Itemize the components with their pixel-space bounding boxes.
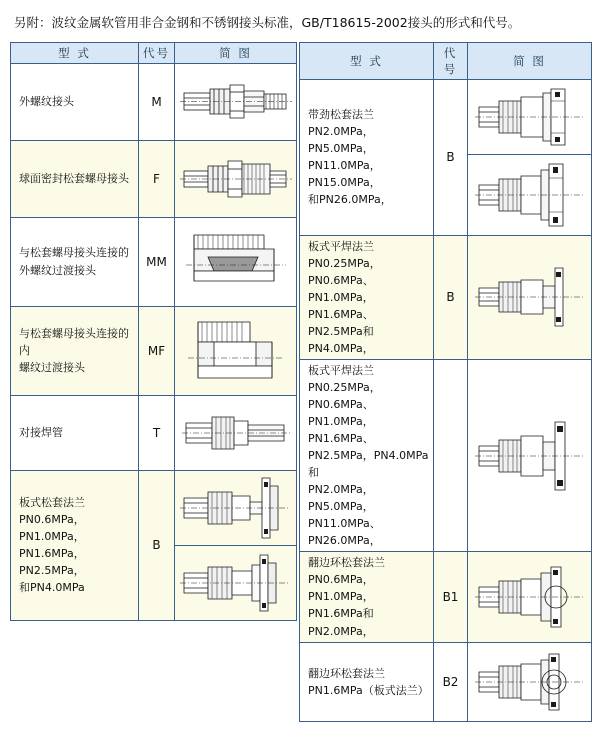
row-figure-cell [175,545,297,620]
row-type-line: 板式松套法兰 [19,495,85,509]
male-thread-fitting-icon [178,65,294,139]
butt-weld-pipe-icon [178,397,294,469]
row-type-cell [11,470,139,620]
row-type-cell [300,79,434,235]
row-figure-cell [468,642,592,721]
row-type-cell [300,235,434,359]
row-type-line: 带劲松套法兰 [308,107,374,121]
row-type-line: 翻边环松套法兰 [308,556,385,570]
row-figure-cell [175,306,297,395]
header-type: 型 式 [300,42,434,79]
table-row [300,79,592,154]
row-type-line: PN11.0MPa，PN15.0MPa， [308,159,381,190]
row-code-cell: F [139,140,175,217]
tables-container [10,42,590,722]
row-figure-cell [175,395,297,470]
row-figure-cell [175,140,297,217]
table-row [300,552,592,642]
row-figure-cell [175,63,297,140]
row-type-cell [300,642,434,721]
table-row [300,235,592,359]
ribbed-loose-flange-icon-2 [471,156,589,234]
row-type-cell [11,217,139,306]
table-row [11,306,297,395]
row-type-line: 外螺纹接头 [19,94,74,108]
row-type-cell [11,63,139,140]
header-figure: 简 图 [468,42,592,79]
header-type: 型 式 [11,42,139,63]
row-code-cell: B [139,470,175,620]
row-code-cell [434,359,468,552]
row-type-line: PN2.0MPa，PN5.0MPa， [308,124,374,155]
plate-flat-welding-flange-icon-2 [471,414,589,498]
row-type-line: 和PN26.0MPa， [308,193,392,207]
table-row [11,140,297,217]
lap-joint-flange-plate-icon [471,644,589,720]
row-code-cell: T [139,395,175,470]
row-figure-cell [468,235,592,359]
row-code-cell: MF [139,306,175,395]
row-type-line: 外螺纹过渡接头 [19,263,96,277]
row-code-cell: B [434,235,468,359]
row-type-line: PN2.5MPa，PN4.0MPa 和 [308,449,429,480]
plate-flat-welding-flange-icon-1 [471,262,589,332]
row-type-line: 翻边环松套法兰 [308,666,385,680]
left-standard-table [10,42,297,621]
row-code-cell: B2 [434,642,468,721]
row-type-line: 与松套螺母接头连接的内 [19,326,129,357]
table-row [11,470,297,545]
table-header-row [300,42,592,79]
row-type-line: 和PN4.0MPa [19,581,85,595]
table-row [300,642,592,721]
row-type-cell [11,306,139,395]
ribbed-loose-flange-icon-1 [471,81,589,153]
row-type-line: 螺纹过渡接头 [19,361,85,375]
header-figure: 简 图 [175,42,297,63]
row-type-line: PN1.6MPa，PN2.5MPa， [19,547,85,578]
row-figure-cell [468,79,592,154]
table-row [11,63,297,140]
row-type-line: PN2.5MPa和PN4.0MPa， [308,324,374,355]
table-row [11,217,297,306]
row-type-line: PN11.0MPa、PN26.0MPa， [308,517,381,548]
row-type-cell [300,552,434,642]
table-row [300,359,592,552]
row-code-cell: B1 [434,552,468,642]
row-type-line: PN0.25MPa，PN0.6MPa、 [308,380,381,411]
row-type-line: 板式平焊法兰 [308,363,374,377]
row-figure-cell [468,552,592,642]
header-code: 代号 [139,42,175,63]
lap-joint-flange-icon [471,559,589,635]
female-thread-transition-fitting-icon [178,308,294,394]
page-title: 另附：波纹金属软管用非合金钢和不锈钢接头标准，GB/T18615-2002接头的形式和代号。 [14,15,521,30]
row-type-line: PN1.0MPa，PN1.6MPa、 [308,414,374,446]
row-type-line: 与松套螺母接头连接的 [19,246,129,260]
row-type-cell [11,395,139,470]
row-type-line: PN0.25MPa，PN0.6MPa、 [308,256,381,287]
header-code: 代号 [434,42,468,79]
row-code-cell: M [139,63,175,140]
row-figure-cell [468,154,592,235]
male-thread-transition-fitting-icon [178,219,294,305]
table-header-row [11,42,297,63]
row-type-cell [11,140,139,217]
table-row [11,395,297,470]
row-type-line: 对接焊管 [19,425,63,439]
row-type-line: PN1.6MPa和PN2.0MPa， [308,607,374,638]
row-type-line: 球面密封松套螺母接头 [19,171,129,185]
right-standard-table [299,42,592,722]
plate-loose-flange-icon-2 [178,547,294,619]
row-code-cell: MM [139,217,175,306]
plate-loose-flange-icon-1 [178,472,294,544]
row-type-line: PN1.6MPa（板式法兰） [308,683,429,697]
row-type-line: 板式平焊法兰 [308,239,374,253]
row-type-line: PN0.6MPa，PN1.0MPa， [308,573,374,604]
row-figure-cell [175,217,297,306]
spherical-seal-union-nut-fitting-icon [178,142,294,216]
row-figure-cell [468,359,592,552]
row-type-line: PN1.0MPa，PN1.6MPa、 [308,290,374,321]
row-figure-cell [175,470,297,545]
row-code-cell: B [434,79,468,235]
row-type-cell [300,359,434,552]
row-type-line: PN2.0MPa，PN5.0MPa， [308,483,374,514]
row-type-line: PN0.6MPa，PN1.0MPa， [19,512,85,543]
